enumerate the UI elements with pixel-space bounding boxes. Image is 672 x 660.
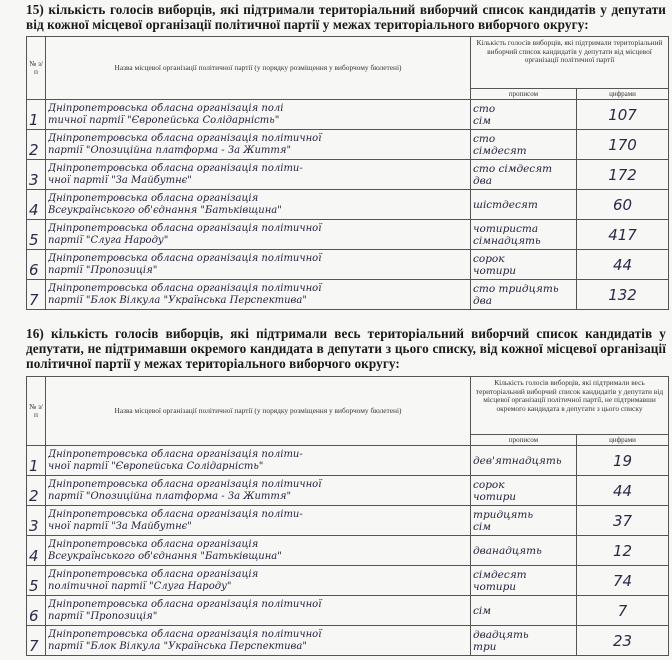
votes-in-words [471, 280, 577, 310]
votes-column-header: Кількість голосів виборців, які підтримали територіальний виборчий список кандидатів у депутати від місцевої організації політичної партії [471, 37, 669, 89]
row-number: 4 [27, 190, 46, 220]
party-name-line-2: Всеукраїнського об'єднання "Батьківщина" [48, 550, 282, 562]
votes-in-words [471, 536, 577, 566]
in-words-header: прописом [471, 89, 577, 100]
party-name-line-1: Дніпропетровська обласна організація полі [48, 102, 284, 114]
votes-in-words-line-2: два [473, 174, 493, 187]
table-row [27, 446, 669, 476]
party-name-line-2: партії "Пропозиція" [48, 610, 158, 622]
party-name [46, 160, 471, 190]
party-name-line-1: Дніпропетровська обласна організація політи- [48, 448, 303, 460]
votes-in-digits: 170 [577, 130, 669, 160]
party-name-line-1: Дніпропетровська обласна організація [48, 568, 259, 580]
votes-in-words-line-1: дванадцять [473, 544, 542, 557]
number-column-header: № з/п [27, 37, 46, 100]
party-name-line-1: Дніпропетровська обласна організація політи- [48, 508, 303, 520]
votes-in-words-line-2: сімдесят [473, 144, 527, 157]
votes-in-words [471, 596, 577, 626]
table-row [27, 280, 669, 310]
party-name-line-2: партії "Слуга Народу" [48, 234, 169, 246]
row-number: 3 [27, 506, 46, 536]
votes-in-words [471, 190, 577, 220]
votes-in-words [471, 566, 577, 596]
row-number: 3 [27, 160, 46, 190]
party-name [46, 476, 471, 506]
votes-in-words-line-1: сто тридцять [473, 282, 559, 295]
votes-in-digits: 172 [577, 160, 669, 190]
row-number: 7 [27, 626, 46, 656]
party-name-line-1: Дніпропетровська обласна організація політичної [48, 598, 322, 610]
votes-in-digits: 74 [577, 566, 669, 596]
votes-in-words [471, 250, 577, 280]
number-column-header: № з/п [27, 377, 46, 446]
row-number: 1 [27, 100, 46, 130]
party-column-header: Назва місцевої організації політичної партії (у порядку розміщення у виборчому бюлетені) [46, 37, 471, 100]
votes-in-words [471, 476, 577, 506]
party-name-line-2: чної партії "За Майбутнє" [48, 520, 192, 532]
party-name [46, 596, 471, 626]
party-name-line-2: партії "Опозиційна платформа - За Життя" [48, 144, 292, 156]
table-row [27, 506, 669, 536]
votes-in-words-line-1: чотириста [473, 222, 539, 235]
party-name [46, 100, 471, 130]
section-16-rows [27, 446, 669, 656]
row-number: 1 [27, 446, 46, 476]
votes-in-words-line-2: три [473, 640, 497, 653]
party-name-line-2: партії "Блок Вілкула "Українська Перспектива" [48, 640, 307, 652]
party-name-line-2: чної партії "Європейська Солідарність" [48, 460, 264, 472]
table-row [27, 220, 669, 250]
votes-in-words [471, 626, 577, 656]
party-name-line-1: Дніпропетровська обласна організація політичної [48, 132, 322, 144]
votes-in-digits: 12 [577, 536, 669, 566]
table-row [27, 100, 669, 130]
votes-in-digits: 19 [577, 446, 669, 476]
party-name-line-2: чної партії "За Майбутнє" [48, 174, 192, 186]
party-name-line-2: партії "Пропозиція" [48, 264, 158, 276]
votes-in-digits: 37 [577, 506, 669, 536]
table-row [27, 190, 669, 220]
section-16-title: 16) кількість голосів виборців, які підтримали весь територіальний виборчий список кандидатів у депутати, не підтримавши окремого кандидата в депутати з цього списку, від кожної місцевої організації політичної партії у межах територіального виборчого округу: [26, 326, 666, 371]
votes-in-words [471, 160, 577, 190]
party-name-line-1: Дніпропетровська обласна організація політи- [48, 162, 303, 174]
votes-in-digits: 60 [577, 190, 669, 220]
table-row [27, 626, 669, 656]
votes-in-words [471, 220, 577, 250]
section-15-table [26, 36, 669, 310]
section-16-table [26, 376, 669, 656]
party-name-line-1: Дніпропетровська обласна організація політичної [48, 628, 322, 640]
party-name-line-2: партії "Опозиційна платформа - За Життя" [48, 490, 292, 502]
votes-in-words-line-1: тридцять [473, 508, 534, 521]
votes-in-digits: 417 [577, 220, 669, 250]
votes-in-words-line-1: сорок [473, 478, 505, 491]
party-name-line-2: політичної партії "Слуга Народу" [48, 580, 232, 592]
votes-in-words-line-2: чотири [473, 490, 517, 503]
in-words-header: прописом [471, 435, 577, 446]
votes-in-words-line-2: чотири [473, 264, 517, 277]
votes-in-digits: 44 [577, 476, 669, 506]
party-name [46, 566, 471, 596]
row-number: 2 [27, 130, 46, 160]
votes-in-words-line-1: сорок [473, 252, 505, 265]
table-row [27, 596, 669, 626]
votes-in-words-line-2: сім [473, 520, 491, 533]
votes-in-words-line-2: чотири [473, 580, 517, 593]
row-number: 5 [27, 566, 46, 596]
table-row [27, 130, 669, 160]
row-number: 6 [27, 596, 46, 626]
party-name [46, 130, 471, 160]
party-name [46, 626, 471, 656]
party-name-line-1: Дніпропетровська обласна організація політичної [48, 252, 322, 264]
section-15-rows [27, 100, 669, 310]
votes-in-digits: 44 [577, 250, 669, 280]
section-15-title: 15) кількість голосів виборців, які підтримали територіальний виборчий список кандидатів у депутати від кожної місцевої організації політичної партії у межах територіального виборчого округу: [26, 2, 666, 32]
votes-in-digits: 23 [577, 626, 669, 656]
votes-in-words-line-1: дев'ятнадцять [473, 454, 562, 467]
party-name [46, 280, 471, 310]
in-digits-header: цифрами [577, 89, 669, 100]
table-row [27, 160, 669, 190]
votes-in-words-line-1: сімдесят [473, 568, 527, 581]
votes-in-words-line-1: сто [473, 102, 496, 115]
party-name-line-1: Дніпропетровська обласна організація [48, 538, 259, 550]
row-number: 7 [27, 280, 46, 310]
votes-in-words [471, 130, 577, 160]
party-name [46, 446, 471, 476]
votes-in-words-line-2: сім [473, 114, 491, 127]
party-name-line-1: Дніпропетровська обласна організація політичної [48, 282, 322, 294]
party-name [46, 250, 471, 280]
votes-column-header: Кількість голосів виборців, які підтримали весь територіальний виборчий список кандидатів у депутати від місцевої організації політичної партії, не підтримавши окремого кандидата в депутати з цього списку [471, 377, 669, 435]
votes-in-digits: 7 [577, 596, 669, 626]
votes-in-digits: 132 [577, 280, 669, 310]
party-name-line-2: тичної партії "Європейська Солідарність" [48, 114, 280, 126]
table-row [27, 250, 669, 280]
table-row [27, 476, 669, 506]
votes-in-words-line-2: сімнадцять [473, 234, 541, 247]
party-name-line-2: Всеукраїнського об'єднання "Батьківщина" [48, 204, 282, 216]
votes-in-words-line-1: шістдесят [473, 198, 538, 211]
votes-in-words-line-1: сто [473, 132, 496, 145]
party-name [46, 506, 471, 536]
votes-in-digits: 107 [577, 100, 669, 130]
party-name [46, 220, 471, 250]
party-name-line-1: Дніпропетровська обласна організація політичної [48, 478, 322, 490]
table-row [27, 536, 669, 566]
votes-in-words [471, 446, 577, 476]
votes-in-words-line-1: сто сімдесят [473, 162, 553, 175]
party-name-line-2: партії "Блок Вілкула "Українська Перспектива" [48, 294, 307, 306]
row-number: 6 [27, 250, 46, 280]
table-row [27, 566, 669, 596]
row-number: 4 [27, 536, 46, 566]
votes-in-words [471, 100, 577, 130]
party-name [46, 536, 471, 566]
votes-in-words-line-2: два [473, 294, 493, 307]
party-name-line-1: Дніпропетровська обласна організація [48, 192, 259, 204]
row-number: 5 [27, 220, 46, 250]
row-number: 2 [27, 476, 46, 506]
party-column-header: Назва місцевої організації політичної партії (у порядку розміщення у виборчому бюлетені) [46, 377, 471, 446]
in-digits-header: цифрами [577, 435, 669, 446]
party-name [46, 190, 471, 220]
votes-in-words-line-1: сім [473, 604, 491, 617]
votes-in-words-line-1: двадцять [473, 628, 529, 641]
votes-in-words [471, 506, 577, 536]
party-name-line-1: Дніпропетровська обласна організація політичної [48, 222, 322, 234]
